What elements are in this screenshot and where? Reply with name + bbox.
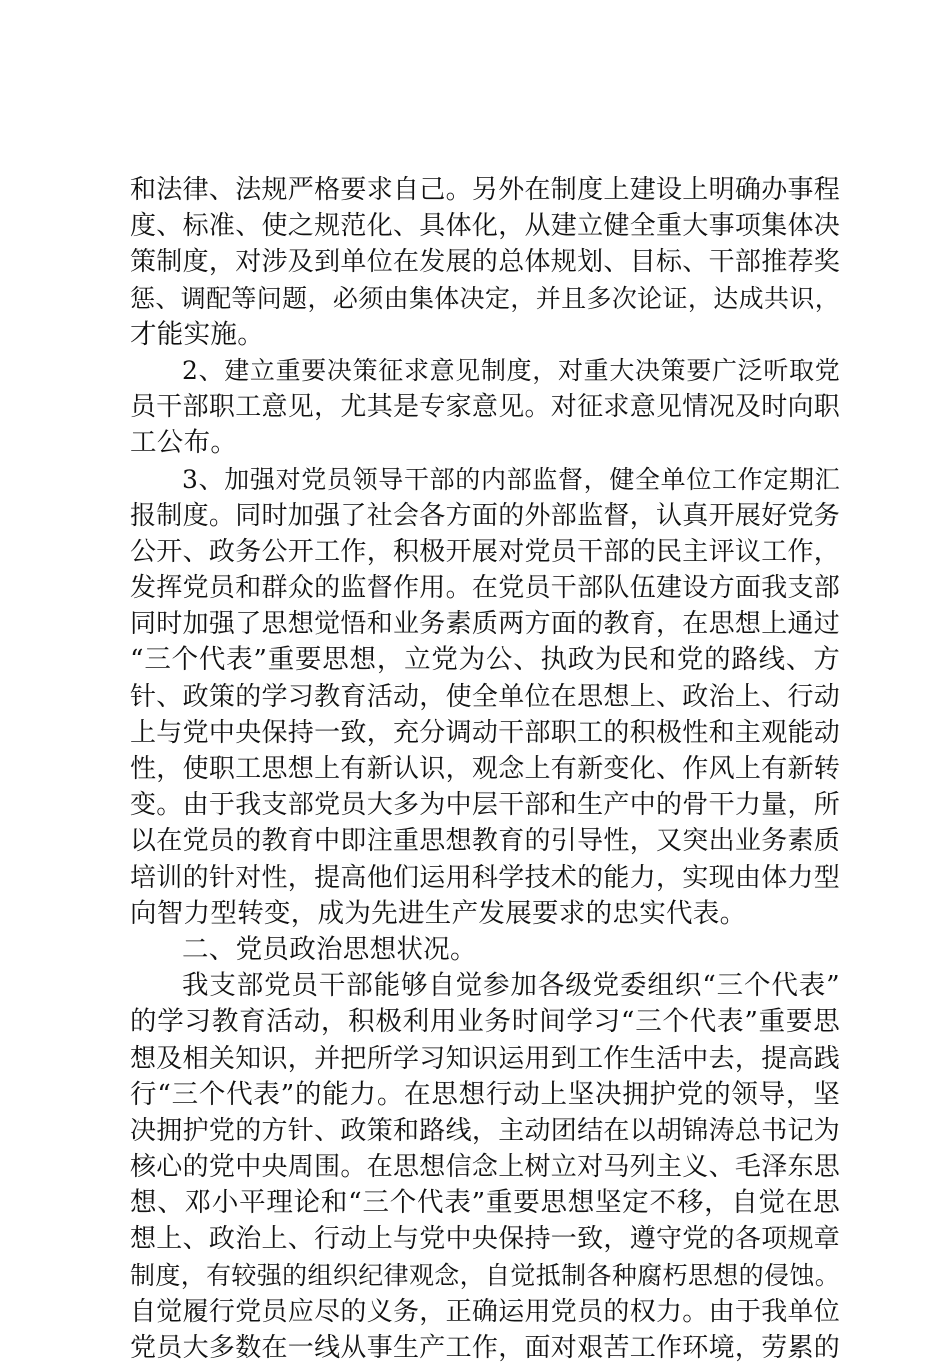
text-line: 想、邓小平理论和“三个代表”重要思想坚定不移，自觉在思 [130, 1187, 840, 1219]
text-line: 自觉履行党员应尽的义务，正确运用党员的权力。由于我单位 [130, 1296, 841, 1327]
text-line: 性，使职工思想上有新认识，观念上有新变化、作风上有新转 [130, 754, 841, 784]
text-line: 度、标准、使之规范化、具体化，从建立健全重大事项集体决 [130, 211, 841, 242]
text-line: 行“三个代表”的能力。在思想行动上坚决拥护党的领导，坚 [130, 1078, 840, 1110]
text-line: 党员大多数在一线从事生产工作，面对艰苦工作环境，劳累的 [130, 1333, 841, 1363]
text-line: 公开、政务公开工作，积极开展对党员干部的民主评议工作， [130, 536, 841, 567]
text-line: 我支部党员干部能够自觉参加各级党委组织“三个代表” [182, 970, 840, 1002]
text-line: 上与党中央保持一致，充分调动干部职工的积极性和主观能动 [130, 717, 841, 748]
text-line: 培训的针对性，提高他们运用科学技术的能力，实现由体力型 [130, 862, 841, 893]
text-line: 的学习教育活动，积极利用业务时间学习“三个代表”重要思 [130, 1006, 840, 1038]
text-line: 核心的党中央周围。在思想信念上树立对马列主义、毛泽东思 [130, 1152, 841, 1183]
text-line: 变。由于我支部党员大多为中层干部和生产中的骨干力量，所 [130, 790, 841, 821]
text-line: 才能实施。 [130, 318, 264, 350]
text-line: 二、党员政治思想状况。 [182, 933, 477, 965]
text-line: 2、建立重要决策征求意见制度，对重大决策要广泛听取党 [182, 355, 840, 385]
text-line: 工公布。 [130, 427, 238, 459]
text-line: 员干部职工意见，尤其是专家意见。对征求意见情况及时向职 [130, 392, 841, 423]
text-line: 制度，有较强的组织纪律观念，自觉抵制各种腐朽思想的侵蚀。 [130, 1260, 840, 1290]
text-line: 想及相关知识，并把所学习知识运用到工作生活中去，提高践 [130, 1043, 841, 1074]
text-line: 3、加强对党员领导干部的内部监督，健全单位工作定期汇 [182, 464, 840, 494]
text-line: 发挥党员和群众的监督作用。在党员干部队伍建设方面我支部 [130, 573, 841, 604]
text-line: 以在党员的教育中即注重思想教育的引导性，又突出业务素质 [130, 826, 841, 857]
text-line: 针、政策的学习教育活动，使全单位在思想上、政治上、行动 [130, 681, 841, 712]
text-line: 惩、调配等问题，必须由集体决定，并且多次论证，达成共识， [130, 283, 840, 313]
text-line: 同时加强了思想觉悟和业务素质两方面的教育，在思想上通过 [130, 609, 841, 640]
text-line: “三个代表”重要思想，立党为公、执政为民和党的路线、方 [130, 644, 840, 676]
text-line: 和法律、法规严格要求自己。另外在制度上建设上明确办事程 [130, 175, 841, 205]
text-line: 报制度。同时加强了社会各方面的外部监督，认真开展好党务 [130, 500, 841, 531]
text-line: 策制度，对涉及到单位在发展的总体规划、目标、干部推荐奖 [130, 247, 841, 278]
text-line: 向智力型转变，成为先进生产发展要求的忠实代表。 [130, 897, 747, 929]
text-line: 想上、政治上、行动上与党中央保持一致，遵守党的各项规章 [130, 1224, 841, 1255]
text-line: 决拥护党的方针、政策和路线，主动团结在以胡锦涛总书记为 [130, 1115, 841, 1146]
document-body [130, 172, 840, 1366]
